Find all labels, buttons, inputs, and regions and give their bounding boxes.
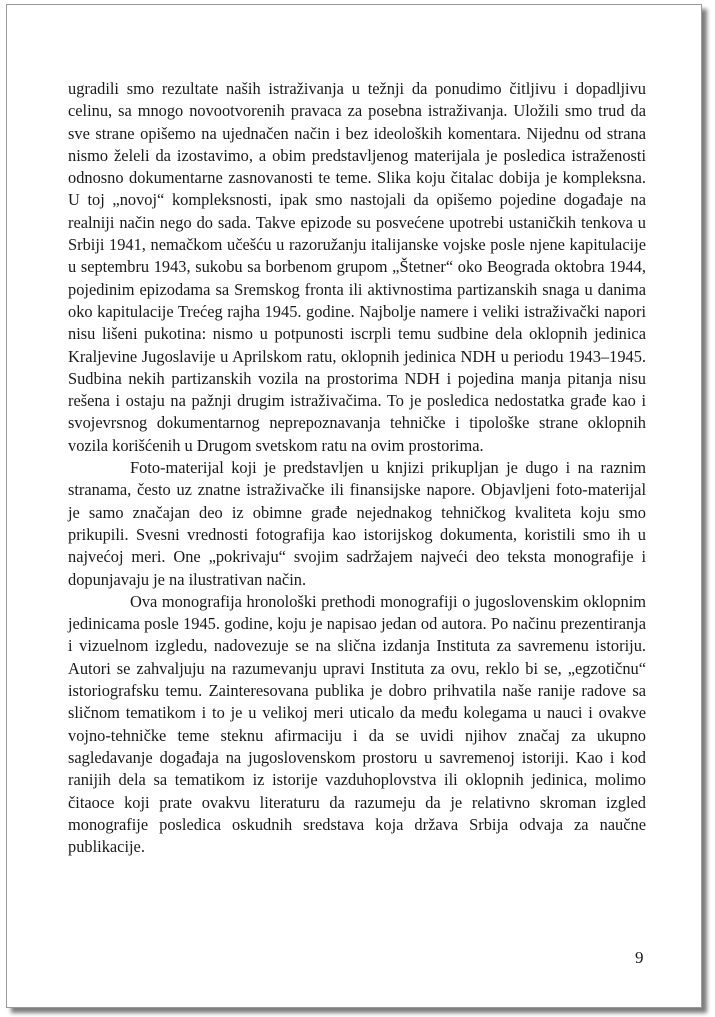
- paragraph-1: ugradili smo rezultate naših istraživanja u težnji da ponudimo čitljivu i dopadljivu celinu, sa mnogo novootvorenih pravaca za posebna istraživanja. Uložili smo trud da sve strane opišemo na ujednačen način i bez ideoloških komentara. Nijednu od strana nismo želeli da izostavimo, a obim predstavljenog materijala je posledica istraženosti odnosno dokumentarne zasnovanosti te teme. Slika koju čitalac dobija je kompleksna. U toj „novoj“ kompleksnosti, ipak smo nastojali da opišemo pojedine događaje na realniji način nego do sada. Takve epizode su posvećene upotrebi ustaničkih tenkova u Srbiji 1941, nemačkom učešću u razoružanju italijanske vojske posle njene kapitulacije u septembru 1943, sukobu sa borbenom grupom „Štetner“ oko Beograda oktobra 1944, pojedinim epizodama sa Sremskog fronta ili aktivnostima partizanskih snaga u danima oko kapitulacije Trećeg rajha 1945. godine. Najbolje namere i veliki istraživački napori nisu lišeni pukotina: nismo u potpunosti iscrpli temu sudbine dela oklopnih jedinica Kraljevine Jugoslavije u Aprilskom ratu, oklopnih jedinica NDH u periodu 1943–1945. Sudbina nekih partizanskih vozila na prostorima NDH i pojedina manja pitanja nisu rešena i ostaju na pažnji drugim istraživačima. To je posledica nedostatka građe kao i svojevrsnog dokumentarnog neprepoznavanja tehničke i tipološke strane oklopnih vozila korišćenih u Drugom svetskom ratu na ovim prostorima.: [68, 79, 646, 455]
- body-text: [68, 78, 646, 858]
- paragraph-3: Ova monografija hronološki prethodi monografiji o jugoslovenskim oklopnim jedinicama posle 1945. godine, koju je napisao jedan od autora. Po načinu prezentiranja i vizuelnom izgledu, nadovezuje se na slična izdanja Instituta za savremenu istoriju. Autori se zahvaljuju na razumevanju upravi Instituta za ovu, reklo bi se, „egzotičnu“ istoriografsku temu. Zainteresovana publika je dobro prihvatila naše ranije radove sa sličnom tematikom i to je u velikoj meri uticalo da među kolegama u nauci i ovakve vojno-tehničke teme steknu afirmaciju i da se uvidi njihov značaj za ukupno sagledavanje događaja na jugoslovenskom prostoru u savremenoj istoriji. Kao i kod ranijih dela sa tematikom iz istorije vazduhoplovstva ili oklopnih jedinica, molimo čitaoce koji prate ovakvu literaturu da razumeju da je relativno skroman izgled monografije posledica oskudnih sredstava koja država Srbija odvaja za naučne publikacije.: [68, 591, 646, 857]
- paragraph-2: Foto-materijal koji je predstavljen u knjizi prikupljan je dugo i na raznim stranama, često uz znatne istraživačke ili finansijske napore. Objavljeni foto-materijal je samo značajan deo iz obimne građe nejednakog tehničkog kvaliteta koju smo prikupili. Svesni vrednosti fotografija kao istorijskog dokumenta, koristili smo ih u najvećoj meri. One „pokrivaju“ svojim sadržajem najveći deo teksta monografije i dopunjavaju je na ilustrativan način.: [68, 458, 646, 589]
- page-number: 9: [635, 948, 644, 967]
- book-page: [6, 4, 702, 1008]
